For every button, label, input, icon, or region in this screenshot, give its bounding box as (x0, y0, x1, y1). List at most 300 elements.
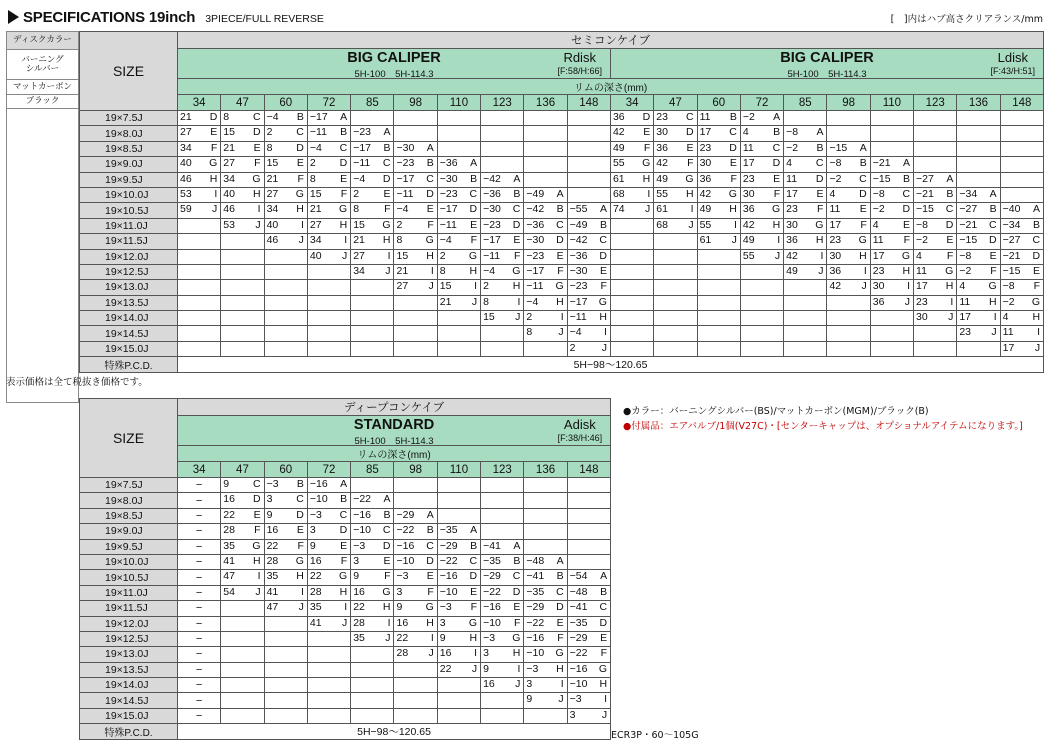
page-title (8, 6, 324, 28)
offset-value: 30 (742, 187, 755, 200)
triangle-icon (8, 10, 19, 24)
offset-value: 15 (353, 218, 365, 231)
offset-letter: F (427, 585, 434, 598)
offset-cell (178, 111, 221, 126)
offset-cell (481, 295, 524, 310)
offset-cell (221, 295, 264, 310)
offset-value: −17 (353, 141, 371, 154)
offset-value: −17 (483, 234, 501, 247)
offset-letter: E (383, 187, 391, 200)
offset-letter: G (382, 218, 391, 231)
pcd-label: 特殊P.C.D. (80, 724, 178, 740)
offset-cell (307, 493, 350, 508)
size-cell: 19×10.0J (80, 554, 178, 569)
offset-cell (654, 280, 697, 295)
offset-value: 27 (309, 218, 322, 231)
offset-value: 8 (483, 295, 489, 308)
offset-cell (437, 647, 480, 662)
offset-value: 21 (353, 234, 365, 247)
offset-cell (351, 570, 394, 585)
offset-cell (394, 157, 437, 172)
offset-dash: − (178, 708, 221, 723)
offset-cell (827, 249, 870, 264)
depth-value: 98 (394, 95, 437, 111)
offset-value: 3 (309, 524, 316, 537)
offset-value: −16 (309, 478, 328, 490)
offset-cell (567, 554, 610, 569)
offset-letter: B (729, 111, 737, 123)
offset-cell (740, 172, 783, 187)
offset-cell (567, 678, 610, 693)
offset-letter: A (600, 570, 608, 583)
offset-cell (784, 172, 827, 187)
offset-value: 36 (612, 111, 625, 123)
offset-cell (610, 341, 653, 356)
offset-cell (221, 111, 264, 126)
offset-cell (697, 203, 740, 218)
offset-cell (740, 280, 783, 295)
offset-value: 4 (829, 187, 836, 200)
offset-letter: I (690, 203, 694, 216)
offset-letter: F (470, 234, 478, 247)
offset-cell (610, 264, 653, 279)
size-cell: 19×13.0J (80, 280, 178, 295)
offset-cell (957, 249, 1000, 264)
size-cell: 19×10.0J (80, 187, 178, 202)
offset-value: −4 (309, 141, 322, 154)
offset-cell (481, 478, 524, 493)
offset-letter: J (1034, 341, 1041, 354)
offset-value: 40 (266, 218, 279, 231)
offset-cell (221, 570, 264, 585)
depth-value: 98 (827, 95, 870, 111)
offset-value: −41 (526, 570, 545, 583)
offset-value: −4 (396, 203, 409, 216)
offset-cell (697, 141, 740, 156)
offset-cell (481, 311, 524, 326)
offset-cell (740, 203, 783, 218)
offset-cell (264, 311, 307, 326)
offset-letter: A (426, 141, 434, 154)
offset-cell (481, 631, 524, 646)
offset-cell (394, 539, 437, 554)
offset-cell (567, 493, 610, 508)
offset-cell (524, 601, 567, 616)
offset-value: −15 (1002, 264, 1021, 277)
offset-cell (914, 157, 957, 172)
offset-value: −23 (526, 249, 545, 262)
offset-value: −3 (396, 570, 409, 583)
offset-value: 17 (959, 311, 972, 324)
offset-cell (437, 311, 480, 326)
offset-value: −55 (569, 203, 588, 216)
offset-letter: G (598, 662, 608, 675)
offset-cell (221, 554, 264, 569)
offset-letter: I (344, 234, 348, 247)
offset-letter: F (210, 141, 218, 154)
offset-letter: E (859, 203, 867, 216)
offset-cell (524, 647, 567, 662)
offset-cell (351, 493, 394, 508)
offset-cell (524, 678, 567, 693)
offset-letter: J (255, 218, 261, 231)
offset-cell (567, 539, 610, 554)
offset-letter: F (340, 187, 348, 200)
offset-cell (394, 493, 437, 508)
offset-letter: C (469, 187, 478, 200)
option-note-accessory: ●付属品：エアバルブ/1個(V27C)・[センターキャップは、オプショナルアイテムになります。] (623, 421, 1023, 432)
offset-value: −8 (1002, 280, 1015, 293)
offset-cell (567, 585, 610, 600)
offset-value: −22 (483, 585, 501, 598)
offset-cell (437, 585, 480, 600)
offset-letter: B (773, 126, 781, 139)
offset-cell (481, 570, 524, 585)
offset-letter: G (901, 249, 911, 262)
size-header: SIZE (80, 32, 178, 111)
offset-value: −15 (916, 203, 934, 216)
offset-value: 42 (656, 157, 668, 170)
offset-cell (307, 249, 350, 264)
offset-cell (264, 678, 307, 693)
offset-value: 2 (569, 341, 576, 354)
offset-cell (264, 478, 307, 493)
offset-cell (221, 326, 264, 341)
offset-value: 9 (223, 478, 230, 490)
offset-value: 8 (223, 111, 230, 123)
size-cell: 19×14.0J (80, 678, 178, 693)
offset-value: 27 (266, 187, 279, 200)
offset-cell (351, 508, 394, 523)
offset-cell (221, 539, 264, 554)
size-cell: 19×13.5J (80, 662, 178, 677)
offset-value: −23 (569, 280, 588, 293)
offset-value: −3 (569, 693, 582, 706)
offset-letter: G (728, 187, 737, 200)
offset-value: −27 (959, 203, 978, 216)
color-filler (6, 108, 79, 403)
offset-cell (567, 280, 610, 295)
offset-value: 30 (872, 280, 885, 293)
offset-value: −23 (353, 126, 371, 139)
offset-cell (221, 616, 264, 631)
offset-cell (351, 708, 394, 723)
offset-letter: D (296, 141, 304, 154)
offset-value: 35 (266, 570, 279, 583)
offset-cell (654, 218, 697, 233)
pcd-label: 特殊P.C.D. (80, 357, 178, 373)
offset-dash: − (178, 539, 221, 554)
offset-letter: F (254, 524, 261, 537)
offset-cell (221, 249, 264, 264)
offset-letter: B (859, 157, 867, 170)
offset-cell (264, 126, 307, 141)
offset-letter: J (645, 203, 651, 216)
offset-letter: G (858, 234, 867, 247)
offset-cell (178, 295, 221, 310)
offset-cell (351, 616, 394, 631)
offset-letter: F (254, 157, 261, 170)
table-row (80, 341, 1044, 356)
depth-value: 34 (178, 462, 221, 478)
offset-cell (610, 311, 653, 326)
offset-cell (307, 218, 350, 233)
offset-cell (394, 554, 437, 569)
offset-value: −36 (439, 157, 458, 170)
offset-cell (827, 326, 870, 341)
offset-letter: A (513, 172, 521, 185)
offset-value: 36 (699, 172, 712, 185)
offset-letter: J (948, 311, 954, 324)
depth-value: 72 (307, 462, 350, 478)
offset-letter: D (772, 157, 781, 170)
size-cell: 19×12.0J (80, 249, 178, 264)
offset-letter: I (820, 249, 824, 262)
offset-value: 3 (526, 678, 533, 691)
offset-letter: F (600, 647, 608, 660)
offset-letter: G (1031, 295, 1041, 308)
table-row (80, 157, 1044, 172)
depth-value: 110 (437, 95, 480, 111)
offset-cell (394, 264, 437, 279)
offset-cell (697, 157, 740, 172)
offset-cell (394, 126, 437, 141)
offset-letter: H (296, 570, 304, 583)
offset-letter: G (339, 570, 348, 583)
offset-letter: H (469, 264, 478, 277)
offset-cell (351, 203, 394, 218)
offset-cell (870, 341, 913, 356)
size-cell: 19×9.5J (80, 539, 178, 554)
offset-value: 36 (872, 295, 885, 308)
offset-value: 11 (829, 203, 841, 216)
offset-cell (870, 264, 913, 279)
offset-cell (481, 524, 524, 539)
offset-cell (264, 493, 307, 508)
offset-cell (740, 234, 783, 249)
offset-letter: I (733, 218, 737, 231)
offset-letter: D (382, 172, 391, 185)
offset-cell (307, 708, 350, 723)
offset-cell (307, 662, 350, 677)
offset-letter: J (688, 218, 694, 231)
offset-cell (264, 295, 307, 310)
offset-cell (221, 141, 264, 156)
offset-value: −21 (1002, 249, 1021, 262)
offset-cell (654, 295, 697, 310)
offset-cell (351, 311, 394, 326)
offset-cell (524, 539, 567, 554)
offset-cell (524, 585, 567, 600)
offset-value: −4 (439, 234, 452, 247)
offset-letter: E (729, 157, 737, 170)
offset-letter: B (816, 141, 824, 154)
offset-letter: C (382, 524, 391, 537)
offset-cell (654, 141, 697, 156)
offset-value: −17 (526, 264, 545, 277)
offset-cell (221, 280, 264, 295)
offset-cell (351, 539, 394, 554)
offset-letter: I (517, 662, 521, 675)
table-row (80, 524, 611, 539)
model-disk (558, 417, 603, 443)
size-cell: 19×7.5J (80, 478, 178, 493)
offset-cell (221, 708, 264, 723)
offset-value: 53 (180, 187, 192, 200)
offset-cell (524, 295, 567, 310)
offset-cell (740, 111, 783, 126)
offset-cell (524, 493, 567, 508)
offset-letter: G (512, 631, 521, 644)
offset-value: 49 (656, 172, 668, 185)
offset-cell (697, 295, 740, 310)
offset-value: −41 (569, 601, 588, 614)
offset-value: 27 (396, 280, 409, 293)
offset-value: −34 (1002, 218, 1021, 231)
offset-cell (740, 187, 783, 202)
offset-cell (914, 111, 957, 126)
table-row (80, 187, 1044, 202)
offset-cell (264, 693, 307, 708)
offset-cell (481, 172, 524, 187)
offset-cell (1000, 341, 1043, 356)
offset-value: 2 (309, 157, 316, 170)
offset-cell (221, 157, 264, 172)
model-header-adisk (178, 416, 611, 446)
offset-letter: D (512, 218, 521, 231)
offset-dash: − (178, 631, 221, 646)
offset-letter: A (426, 508, 434, 521)
offset-letter: C (296, 493, 304, 506)
model-disk (557, 50, 602, 76)
offset-letter: J (341, 249, 348, 262)
offset-cell (351, 264, 394, 279)
offset-letter: E (253, 141, 261, 154)
offset-value: 55 (612, 157, 625, 170)
offset-cell (264, 524, 307, 539)
offset-letter: H (859, 249, 867, 262)
offset-cell (524, 111, 567, 126)
offset-letter: A (340, 111, 348, 123)
offset-cell (524, 326, 567, 341)
offset-cell (394, 341, 437, 356)
option-note-color: ●カラー：バーニングシルバー(BS)/マットカーボン(MGM)/ブラック(B) (623, 406, 929, 417)
offset-letter: D (382, 539, 391, 552)
offset-cell (697, 172, 740, 187)
offset-cell (870, 187, 913, 202)
offset-value: −10 (353, 524, 371, 537)
offset-letter: C (902, 187, 911, 200)
offset-letter: I (647, 187, 651, 200)
offset-value: 2 (396, 218, 403, 231)
offset-value: 15 (396, 249, 409, 262)
offset-letter: J (471, 295, 478, 308)
offset-value: −49 (526, 187, 545, 200)
model-name: BIG CALIPER (780, 50, 874, 66)
offset-cell (1000, 218, 1043, 233)
offset-value: −15 (959, 234, 978, 247)
table-row (80, 554, 611, 569)
offset-letter: J (774, 249, 781, 262)
offset-letter: J (298, 234, 304, 247)
offset-cell (524, 708, 567, 723)
offset-value: 9 (396, 601, 403, 614)
size-cell: 19×8.5J (80, 141, 178, 156)
offset-cell (654, 326, 697, 341)
offset-value: −21 (916, 187, 934, 200)
offset-value: −10 (396, 554, 415, 567)
offset-value: −16 (569, 662, 588, 675)
offset-value: −8 (786, 126, 799, 139)
disk-hub-clearance: [F:38/H:46] (557, 433, 603, 443)
offset-cell (654, 203, 697, 218)
offset-cell (1000, 311, 1043, 326)
offset-letter: H (989, 295, 997, 308)
offset-value: 47 (266, 601, 279, 614)
offset-cell (351, 218, 394, 233)
offset-letter: A (989, 187, 997, 200)
offset-cell (524, 311, 567, 326)
offset-value: −22 (569, 647, 588, 660)
offset-value: 22 (266, 539, 279, 552)
depth-value: 136 (524, 95, 567, 111)
offset-cell (307, 631, 350, 646)
offset-cell (481, 554, 524, 569)
depth-value: 34 (178, 95, 221, 111)
offset-value: 3 (483, 647, 489, 660)
offset-cell (481, 708, 524, 723)
table-row (80, 234, 1044, 249)
offset-value: −22 (353, 493, 371, 506)
offset-letter: H (729, 203, 737, 216)
offset-cell (394, 662, 437, 677)
offset-letter: F (903, 234, 911, 247)
offset-cell (394, 693, 437, 708)
depth-value: 98 (394, 462, 437, 478)
offset-value: 11 (916, 264, 927, 277)
offset-letter: H (209, 172, 218, 185)
offset-letter: H (469, 631, 478, 644)
offset-value: −4 (353, 172, 366, 185)
table-row (80, 295, 1044, 310)
offset-value: 30 (916, 311, 928, 324)
offset-cell (481, 647, 524, 662)
offset-cell (697, 249, 740, 264)
offset-value: −10 (309, 493, 328, 506)
offset-letter: J (601, 708, 608, 721)
offset-value: −30 (439, 172, 458, 185)
offset-cell (437, 157, 480, 172)
offset-cell (567, 264, 610, 279)
offset-cell (481, 111, 524, 126)
offset-cell (654, 111, 697, 126)
offset-cell (740, 295, 783, 310)
offset-value: 53 (223, 218, 235, 231)
offset-cell (351, 326, 394, 341)
offset-dash: − (178, 570, 221, 585)
offset-value: 8 (526, 326, 533, 339)
size-cell: 19×11.5J (80, 234, 178, 249)
offset-value: 23 (959, 326, 972, 339)
title-main: SPECIFICATIONS 19inch (23, 8, 196, 26)
offset-cell (914, 249, 957, 264)
offset-letter: D (945, 218, 954, 231)
offset-letter: I (777, 234, 781, 247)
offset-letter: G (468, 249, 478, 262)
model-disk (991, 50, 1036, 76)
offset-cell (437, 341, 480, 356)
offset-value: 34 (180, 141, 192, 154)
